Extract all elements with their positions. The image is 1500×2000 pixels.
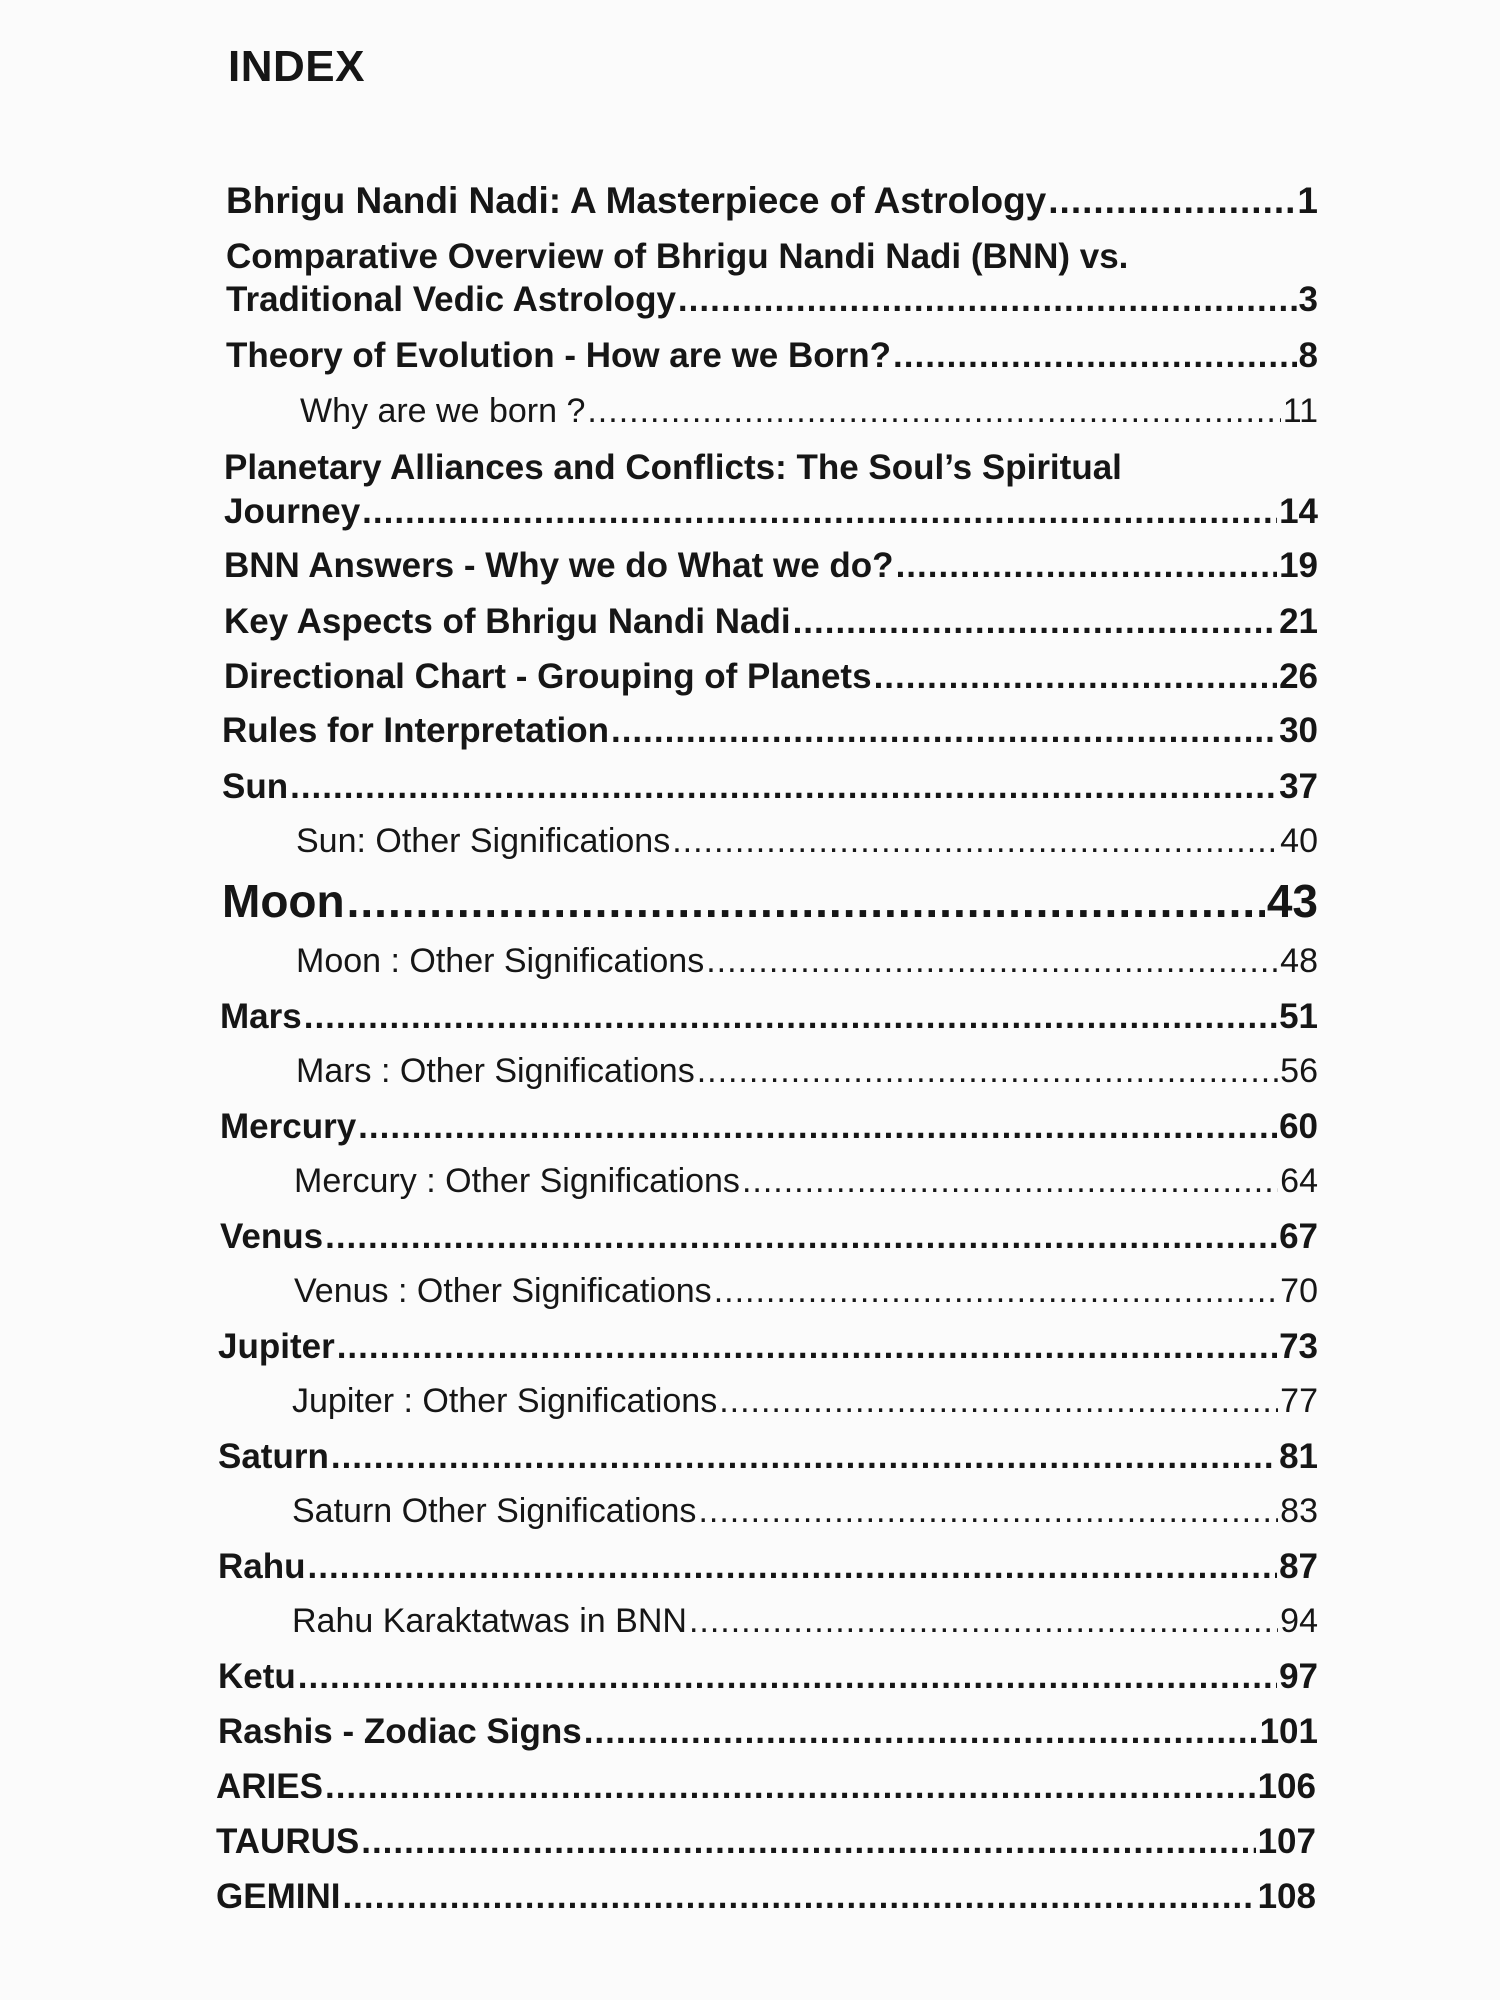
toc-entry[interactable]: [222, 874, 1318, 928]
toc-dot-leader: [337, 1327, 1277, 1367]
toc-entry-title: Why are we born ?: [300, 392, 586, 430]
toc-entry-title: Bhrigu Nandi Nadi: A Masterpiece of Astrology: [226, 180, 1047, 221]
toc-page-number: 73: [1279, 1327, 1318, 1366]
toc-dot-leader: [698, 1492, 1278, 1531]
toc-dot-leader: [697, 1052, 1278, 1091]
toc-page-number: 14: [1279, 492, 1318, 531]
toc-entry-title: Rahu Karaktatwas in BNN: [292, 1602, 687, 1640]
toc-entry-title: Moon : Other Significations: [296, 942, 705, 980]
page-title: INDEX: [228, 42, 365, 91]
toc-page-number: 1: [1297, 180, 1318, 221]
toc-entry[interactable]: [224, 602, 1318, 642]
toc-entry-title: Sun: Other Significations: [296, 822, 671, 860]
toc-subentry[interactable]: [292, 1382, 1318, 1421]
toc-subentry[interactable]: [300, 392, 1318, 431]
toc-entry-title: Mars: [220, 997, 302, 1036]
toc-entry-title: Mercury: [220, 1107, 357, 1146]
toc-entry[interactable]: [216, 1822, 1316, 1862]
toc-dot-leader: [896, 546, 1277, 586]
toc-dot-leader: [347, 874, 1265, 928]
toc-dot-leader: [298, 1657, 1277, 1697]
toc-dot-leader: [325, 1767, 1256, 1807]
toc-entry[interactable]: [220, 997, 1318, 1037]
toc-page-number: 60: [1279, 1107, 1318, 1146]
toc-entry-title: Directional Chart - Grouping of Planets: [224, 657, 872, 696]
toc-dot-leader: [611, 711, 1277, 751]
toc-entry-title: Saturn Other Significations: [292, 1492, 697, 1530]
toc-dot-leader: [689, 1602, 1278, 1641]
toc-page-number: 81: [1279, 1437, 1318, 1476]
toc-page-number: 97: [1279, 1657, 1318, 1696]
toc-page-number: 101: [1259, 1712, 1318, 1751]
toc-page-number: 21: [1279, 602, 1318, 641]
toc-page-number: 67: [1279, 1217, 1318, 1256]
toc-entry-title: Traditional Vedic Astrology: [226, 280, 676, 319]
toc-dot-leader: [1048, 180, 1295, 222]
toc-entry-title: Ketu: [218, 1657, 296, 1696]
toc-page-number: 107: [1257, 1822, 1316, 1861]
toc-page-number: 37: [1279, 767, 1318, 806]
toc-entry-title: ARIES: [216, 1767, 323, 1806]
toc-entry-title: Venus : Other Significations: [294, 1272, 712, 1310]
toc-page-number: 8: [1298, 336, 1318, 375]
toc-entry[interactable]: [220, 1217, 1318, 1257]
toc-dot-leader: [358, 1107, 1277, 1147]
toc-page-number: 87: [1279, 1547, 1318, 1586]
toc-page-number: 19: [1279, 546, 1318, 585]
toc-page-number: 43: [1266, 875, 1318, 927]
toc-dot-leader: [342, 1877, 1255, 1917]
toc-page-number: 83: [1280, 1492, 1318, 1530]
toc-page-number: 94: [1280, 1602, 1318, 1640]
toc-entry[interactable]: [218, 1437, 1318, 1477]
toc-subentry[interactable]: [292, 1602, 1318, 1641]
toc-subentry[interactable]: [294, 1162, 1318, 1201]
toc-entry-title: Journey: [224, 492, 361, 531]
toc-entry-title: GEMINI: [216, 1877, 341, 1916]
toc-page-number: 77: [1280, 1382, 1318, 1420]
toc-entry-title: Rashis - Zodiac Signs: [218, 1712, 582, 1751]
toc-entry-title: Rules for Interpretation: [222, 711, 609, 750]
toc-subentry[interactable]: [296, 942, 1318, 981]
toc-dot-leader: [584, 1712, 1258, 1752]
toc-page-number: 56: [1280, 1052, 1318, 1090]
toc-entry[interactable]: [218, 1327, 1318, 1367]
toc-page-number: 51: [1279, 997, 1318, 1036]
toc-page-number: 64: [1280, 1162, 1318, 1200]
toc-entry-title: BNN Answers - Why we do What we do?: [224, 546, 894, 585]
toc-page-number: 108: [1257, 1877, 1316, 1916]
toc-entry-title: Venus: [220, 1217, 324, 1256]
toc-dot-leader: [893, 336, 1296, 376]
toc-entry[interactable]: [216, 1767, 1316, 1807]
toc-page-number: 26: [1279, 657, 1318, 696]
toc-page-number: 40: [1280, 822, 1318, 860]
toc-entry[interactable]: [226, 180, 1318, 222]
toc-entry[interactable]: [222, 767, 1318, 807]
toc-entry-title: Key Aspects of Bhrigu Nandi Nadi: [224, 602, 791, 641]
toc-entry-title: Sun: [222, 767, 289, 806]
toc-subentry[interactable]: [296, 822, 1318, 861]
toc-entry[interactable]: [224, 657, 1318, 697]
toc-dot-leader: [290, 767, 1277, 807]
toc-entry[interactable]: [216, 1877, 1316, 1917]
toc-page-number: 106: [1257, 1767, 1316, 1806]
toc-page-number: 3: [1298, 280, 1318, 319]
toc-dot-leader: [706, 942, 1278, 981]
toc-entry-title: Rahu: [218, 1547, 306, 1586]
toc-dot-leader: [304, 997, 1277, 1037]
toc-entry[interactable]: [226, 336, 1318, 376]
toc-dot-leader: [325, 1217, 1277, 1257]
toc-subentry[interactable]: [294, 1272, 1318, 1311]
toc-entry[interactable]: [224, 492, 1318, 532]
toc-entry[interactable]: [224, 546, 1318, 586]
toc-entry[interactable]: [226, 280, 1318, 320]
toc-dot-leader: [331, 1437, 1277, 1477]
toc-entry-title: TAURUS: [216, 1822, 360, 1861]
toc-entry-title: Jupiter: [218, 1327, 335, 1366]
toc-dot-leader: [742, 1162, 1278, 1201]
toc-entry[interactable]: [220, 1107, 1318, 1147]
toc-entry[interactable]: [218, 1657, 1318, 1697]
toc-page-number: 48: [1280, 942, 1318, 980]
toc-dot-leader: [714, 1272, 1278, 1311]
toc-entry-title-line1: Planetary Alliances and Conflicts: The Soul’s Spiritual: [224, 448, 1122, 487]
toc-entry[interactable]: [222, 711, 1318, 751]
toc-dot-leader: [361, 1822, 1255, 1862]
toc-entry[interactable]: [218, 1547, 1318, 1587]
toc-dot-leader: [672, 822, 1278, 861]
toc-entry-title: Saturn: [218, 1437, 329, 1476]
toc-dot-leader: [308, 1547, 1278, 1587]
toc-subentry[interactable]: [292, 1492, 1318, 1531]
toc-dot-leader: [362, 492, 1277, 532]
toc-dot-leader: [874, 657, 1278, 697]
toc-dot-leader: [678, 280, 1297, 320]
toc-page-number: 11: [1282, 392, 1318, 430]
toc-dot-leader: [719, 1382, 1278, 1421]
toc-dot-leader: [793, 602, 1278, 642]
toc-entry[interactable]: [218, 1712, 1318, 1752]
toc-entry-title: Mercury : Other Significations: [294, 1162, 740, 1200]
toc-entry-title: Theory of Evolution - How are we Born?: [226, 336, 892, 375]
toc-page-number: 70: [1280, 1272, 1318, 1310]
toc-dot-leader: [587, 392, 1280, 431]
toc-page-number: 30: [1279, 711, 1318, 750]
toc-entry-title-line1: Comparative Overview of Bhrigu Nandi Nadi (BNN) vs.: [226, 237, 1129, 276]
toc-entry-title: Moon: [222, 875, 345, 927]
toc-entry-title: Mars : Other Significations: [296, 1052, 695, 1090]
toc-entry-title: Jupiter : Other Significations: [292, 1382, 718, 1420]
toc-subentry[interactable]: [296, 1052, 1318, 1091]
